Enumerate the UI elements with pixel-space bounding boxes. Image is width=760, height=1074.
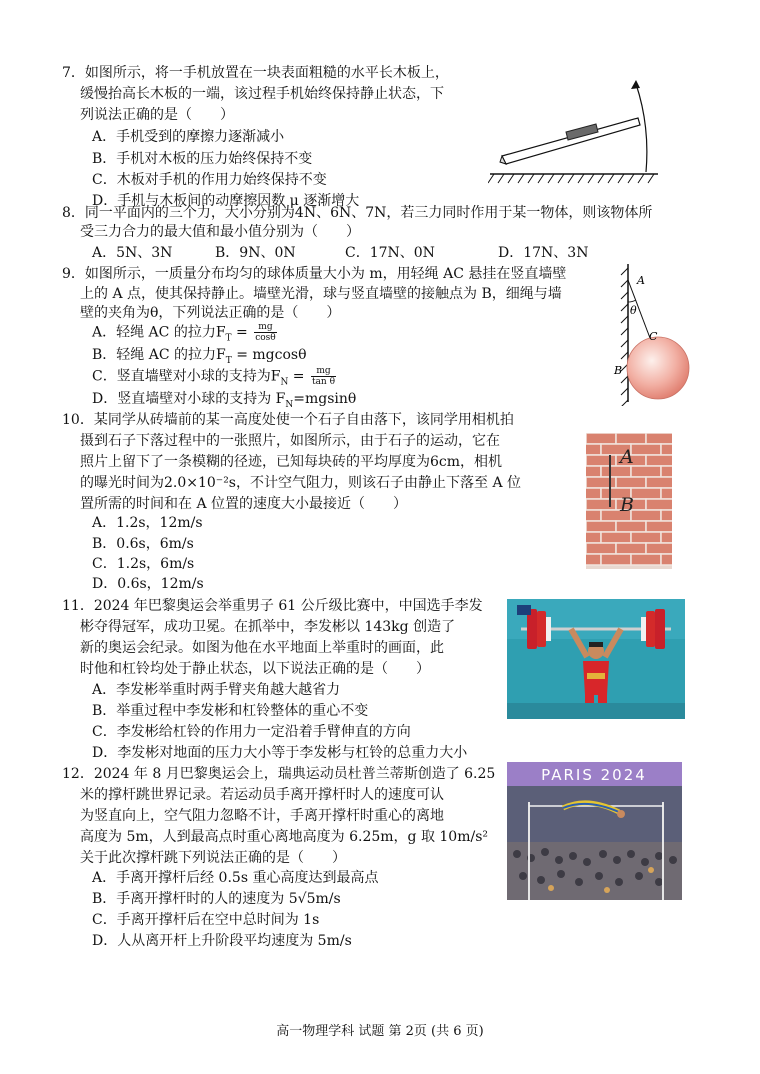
q10-stem-line-2: 摄到石子下落过程中的一张照片，如图所示，由于石子的运动，它在 bbox=[80, 433, 500, 449]
q9-stem-line-2: 上的 A 点，使其保持静止。墙壁光滑，球与竖直墙壁的接触点为 B，细绳与墙 bbox=[80, 286, 562, 302]
q7-stem-line-3: 列说法正确的是（ ） bbox=[80, 107, 234, 123]
q12-pole-vault-photo bbox=[507, 762, 682, 900]
q9-stem-line-3: 壁的夹角为θ，下列说法正确的是（ ） bbox=[80, 305, 341, 321]
q12-stem-line-2: 米的撑杆跳世界记录。若运动员手离开撑杆时人的速度可认 bbox=[80, 787, 444, 803]
q11-option-c: C．李发彬给杠铃的作用力一定沿着手臂伸直的方向 bbox=[92, 724, 411, 740]
q10-option-d: D．0.6s，12m/s bbox=[92, 576, 204, 592]
q9-ball-wall-figure bbox=[608, 262, 694, 406]
q10-option-a: A．1.2s，12m/s bbox=[92, 515, 203, 531]
q8-option-a: A．5N、3N bbox=[92, 245, 173, 261]
q7-stem-line-2: 缓慢抬高长木板的一端，该过程手机始终保持静止状态，下 bbox=[80, 86, 444, 102]
q10-stem-line-3: 照片上留下了一条模糊的径迹，已知每块砖的平均厚度为6cm，相机 bbox=[80, 454, 503, 470]
q11-stem-line-4: 时他和杠铃均处于静止状态，以下说法正确的是（ ） bbox=[80, 661, 430, 677]
q10-stem-line-1: 10．某同学从砖墙前的某一高度处使一个石子自由落下，该同学用相机拍 bbox=[62, 412, 514, 428]
q10-option-c: C．1.2s，6m/s bbox=[92, 556, 195, 572]
q9-label-theta: θ bbox=[630, 304, 637, 317]
q12-option-d: D．人从离开杆上升阶段平均速度为 5m/s bbox=[92, 933, 352, 949]
q11-option-a: A．李发彬举重时两手臂夹角越大越省力 bbox=[92, 682, 341, 698]
q12-stem-line-3: 为竖直向上，空气阻力忽略不计，手离开撑杆时重心的离地 bbox=[80, 808, 444, 824]
q9-option-c: C．竖直墙壁对小球的支持为$F_N$ = $\frac{mg}{\text{tan θ}}$ bbox=[92, 366, 336, 388]
q12-option-a: A．手离开撑杆后经 0.5s 重心高度达到最高点 bbox=[92, 870, 379, 886]
q9-label-c: C bbox=[649, 330, 658, 343]
q7-option-c: C．木板对手机的作用力始终保持不变 bbox=[92, 172, 327, 188]
q8-stem-line-1: 8．同一平面内的三个力，大小分别为4N、6N、7N，若三力同时作用于某一物体，则该物体所 bbox=[62, 205, 653, 221]
q9-label-a: A bbox=[637, 274, 645, 287]
q7-option-a: A．手机受到的摩擦力逐渐减小 bbox=[92, 129, 285, 145]
q8-option-b: B．9N、0N bbox=[215, 245, 296, 261]
q12-option-b: B．手离开撑杆时的人的速度为 5√5m/s bbox=[92, 891, 341, 907]
q10-option-b: B．0.6s，6m/s bbox=[92, 536, 194, 552]
q12-option-c: C．手离开撑杆后在空中总时间为 1s bbox=[92, 912, 320, 928]
q8-option-d: D．17N、3N bbox=[498, 245, 589, 261]
q12-stem-line-4: 高度为 5m，人到最高点时重心离地高度为 6.25m，g 取 10m/s² bbox=[80, 829, 488, 845]
q7-option-b: B．手机对木板的压力始终保持不变 bbox=[92, 151, 313, 167]
q9-option-d: D．竖直墙壁对小球的支持为 $F_N=mgsin\theta$ bbox=[92, 391, 357, 410]
q11-weightlifter-photo bbox=[507, 599, 685, 719]
page-footer: 高一物理学科 试题 第 2页 (共 6 页) bbox=[276, 1024, 484, 1039]
q12-photo-banner: PARIS 2024 bbox=[541, 766, 647, 784]
q10-brick-wall-figure bbox=[586, 433, 672, 569]
q12-stem-line-1: 12．2024 年 8 月巴黎奥运会上，瑞典运动员杜普兰蒂斯创造了 6.25 bbox=[62, 766, 496, 782]
q10-stem-line-4: 的曝光时间为2.0×10⁻²s，不计空气阻力，则该石子由静止下落至 A 位 bbox=[80, 475, 522, 491]
q7-option-d: D．手机与木板间的动摩擦因数 μ 逐渐增大 bbox=[92, 193, 360, 209]
q10-stem-line-5: 置所需的时间和在 A 位置的速度大小最接近（ ） bbox=[80, 496, 408, 512]
q8-stem-line-2: 受三力合力的最大值和最小值分别为（ ） bbox=[80, 224, 360, 240]
q9-option-b: B．轻绳 AC 的拉力$F_T = mgcos\theta$ bbox=[92, 347, 307, 366]
q9-stem-line-1: 9．如图所示，一质量分布均匀的球体质量大小为 m，用轻绳 AC 悬挂在竖直墙壁 bbox=[62, 266, 567, 282]
q7-incline-figure bbox=[488, 76, 663, 188]
q9-option-a: A．轻绳 AC 的拉力$F_T$ = $\frac{mg}{\cos\theta}$ bbox=[92, 322, 276, 344]
q11-option-b: B．举重过程中李发彬和杠铃整体的重心不变 bbox=[92, 703, 369, 719]
q10-label-b: B bbox=[620, 494, 634, 516]
q10-label-a: A bbox=[620, 446, 634, 468]
q11-stem-line-3: 新的奥运会纪录。如图为他在水平地面上举重时的画面，此 bbox=[80, 640, 444, 656]
q11-option-d: D．李发彬对地面的压力大小等于李发彬与杠铃的总重力大小 bbox=[92, 745, 468, 761]
q11-stem-line-1: 11．2024 年巴黎奥运会举重男子 61 公斤级比赛中，中国选手李发 bbox=[62, 598, 483, 614]
q9-label-b: B bbox=[614, 364, 623, 377]
q12-stem-line-5: 关于此次撑杆跳下列说法正确的是（ ） bbox=[80, 850, 346, 866]
q8-option-c: C．17N、0N bbox=[345, 245, 435, 261]
q11-stem-line-2: 彬夺得冠军，成功卫冕。在抓举中，李发彬以 143kg 创造了 bbox=[80, 619, 456, 635]
q7-stem-line-1: 7．如图所示，将一手机放置在一块表面粗糙的水平长木板上， bbox=[62, 65, 449, 81]
